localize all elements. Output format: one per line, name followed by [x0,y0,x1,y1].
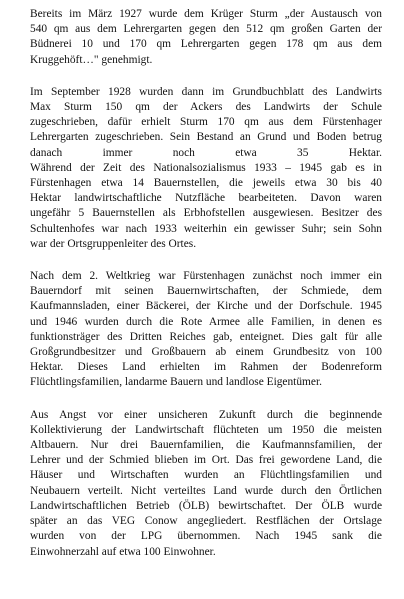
text-line: Neubauern verteilt. Nicht verteiltes Land wurde durch den Örtlichen [30,484,382,497]
text-line: Hektar. Dieses Land erhielten im Rahmen der Bodenreform [30,361,382,374]
text-line: Kaufmannsladen, einer Bäckerei, der Kirche und der Dorfschule. 1945 [30,300,382,313]
text-line: 540 qm aus dem Lehrergarten gegen den 512 qm großen Garten der [30,23,382,36]
text-line: Fürstenhagen etwa 14 Bauernstellen, die jeweils etwa 30 bis 40 [30,177,382,190]
text-line: danach immer noch etwa 35 Hektar. [30,146,382,159]
text-line: Hektar landwirtschaftliche Nutzfläche bearbeiteten. Davon waren [30,192,382,205]
text-line: Büdnerei 10 und 170 qm Lehrergarten gegen 178 qm aus dem [30,38,382,51]
text-line: Aus Angst vor einer unsicheren Zukunft durch die beginnende [30,408,382,421]
text-line: Im September 1928 wurden dann im Grundbuchblatt des Landwirts [30,85,382,98]
text-line: Schultenhofes war nach 1933 weiterhin ein gewisser Suhr; sein Sohn [30,222,382,235]
text-line: zugeschrieben, dafür erhielt Sturm 170 qm aus dem Fürstenhager [30,116,382,129]
text-line: und 1946 wurden durch die Rote Armee alle Familien, in denen es [30,315,382,328]
text-line: wurden von der LPG übernommen. Nach 1945 sank die [30,530,382,543]
text-line: Kruggehöft…" genehmigt. [30,53,153,66]
text-line: Landwirtschaftlichen Betrieb (ÖLB) bewirtschaftet. Der ÖLB wurde [30,499,382,512]
text-line: Lehrer und der Schmied blieben im Ort. Das frei gewordene Land, die [30,454,382,467]
text-line: funktionsträger des Dritten Reiches gab, enteignet. Dies galt für alle [30,330,382,343]
text-line: Großgrundbesitzer und Großbauern ab einem Grundbesitz von 100 [30,346,382,359]
text-line: Max Sturm 150 qm der Ackers des Landwirts der Schule [30,101,382,114]
paragraph [30,408,382,560]
text-line: Altbauern. Nur drei Bauernfamilien, die Kaufmannsfamilien, der [30,439,382,452]
paragraph [30,7,382,68]
text-line: Häuser und Wirtschaften wurden an Flüchtlingsfamilien und [30,469,382,482]
text-line: Flüchtlingsfamilien, landarme Bauern und landlose Eigentümer. [30,376,322,389]
paragraph [30,269,382,391]
text-line: Bereits im März 1927 wurde dem Krüger Sturm „der Austausch von [30,8,382,20]
text-line: Während der Zeit des Nationalsozialismus 1933 – 1945 gab es in [30,161,382,174]
text-line: Kollektivierung der Landwirtschaft flüchteten um 1950 die meisten [30,423,382,436]
text-line: Einwohnerzahl auf etwa 100 Einwohner. [30,545,216,558]
text-line: war der Ortsgruppenleiter des Ortes. [30,237,197,250]
text-line: Nach dem 2. Weltkrieg war Fürstenhagen zunächst noch immer ein [30,270,382,283]
text-line: Lehrergarten zugeschrieben. Sein Bestand an Grund und Boden betrug [30,131,382,144]
text-line: Bauerndorf mit seinen Bauernwirtschaften, der Schmiede, dem [30,285,382,298]
text-line: ungefähr 5 Bauernstellen als Erbhofstellen ausgewiesen. Besitzer des [30,207,382,220]
text-line: später an das VEG Conow angegliedert. Restflächen der Ortslage [30,515,382,528]
paragraph [30,85,382,252]
